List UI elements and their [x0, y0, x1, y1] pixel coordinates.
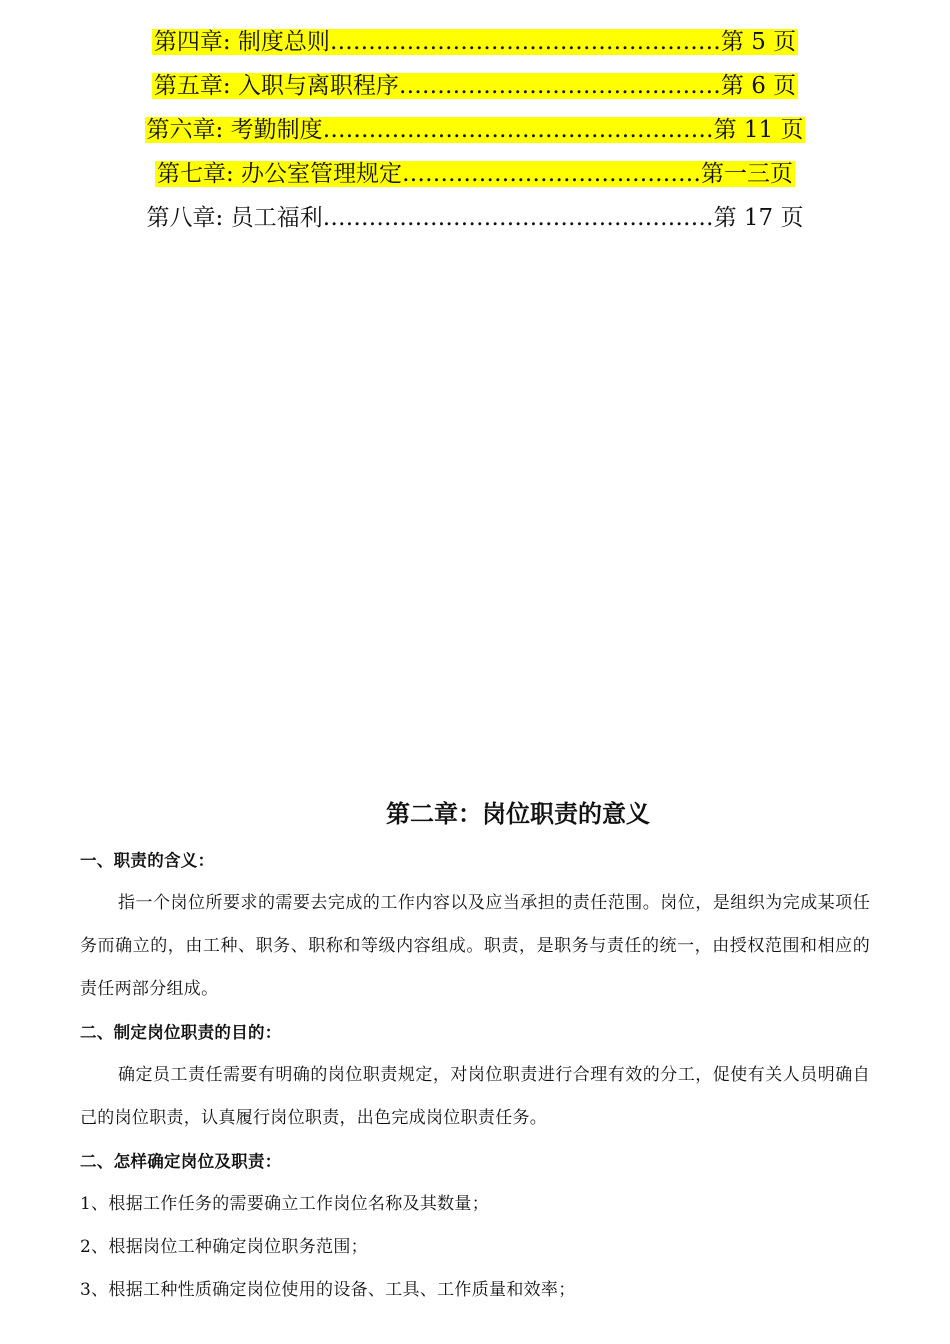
toc-entry-text: 第七章: 办公室管理规定…………………………………第一三页	[156, 161, 794, 187]
chapter-title: 第二章：岗位职责的意义	[386, 800, 650, 828]
toc-entry-text: 第五章: 入职与离职程序……………………………………第 6 页	[153, 73, 797, 99]
toc-entry[interactable]	[0, 202, 950, 242]
toc-entry[interactable]	[0, 70, 950, 110]
section-title: 一、职责的含义：	[80, 851, 215, 870]
section-paragraph: 确定员工责任需要有明确的岗位职责规定，对岗位职责进行合理有效的分工，促使有关人员明确自己的岗位职责，认真履行岗位职责，出色完成岗位职责任务。	[80, 1065, 870, 1128]
toc-entry[interactable]	[0, 114, 950, 154]
list-item: 3、根据工种性质确定岗位使用的设备、工具、工作质量和效率；	[80, 1280, 576, 1300]
section-paragraph: 指一个岗位所要求的需要去完成的工作内容以及应当承担的责任范围。岗位，是组织为完成某项任务而确立的，由工种、职务、职称和等级内容组成。职责，是职务与责任的统一，由授权范围和相应的责任两部分组成。	[80, 893, 870, 999]
section-title: 二、怎样确定岗位及职责：	[80, 1152, 282, 1171]
list-item: 2、根据岗位工种确定岗位职务范围；	[80, 1237, 368, 1257]
list-item: 1、根据工作任务的需要确立工作岗位名称及其数量；	[80, 1194, 490, 1214]
section-title: 二、制定岗位职责的目的：	[80, 1023, 282, 1042]
chapter-body	[80, 839, 870, 1312]
toc-entry-text: 第六章: 考勤制度……………………………………………第 11 页	[146, 117, 804, 143]
toc-entry[interactable]	[0, 26, 950, 66]
toc-entry-text: 第八章: 员工福利……………………………………………第 17 页	[146, 205, 804, 231]
toc-entry-text: 第四章: 制度总则……………………………………………第 5 页	[153, 29, 797, 55]
toc-entry[interactable]	[0, 158, 950, 198]
